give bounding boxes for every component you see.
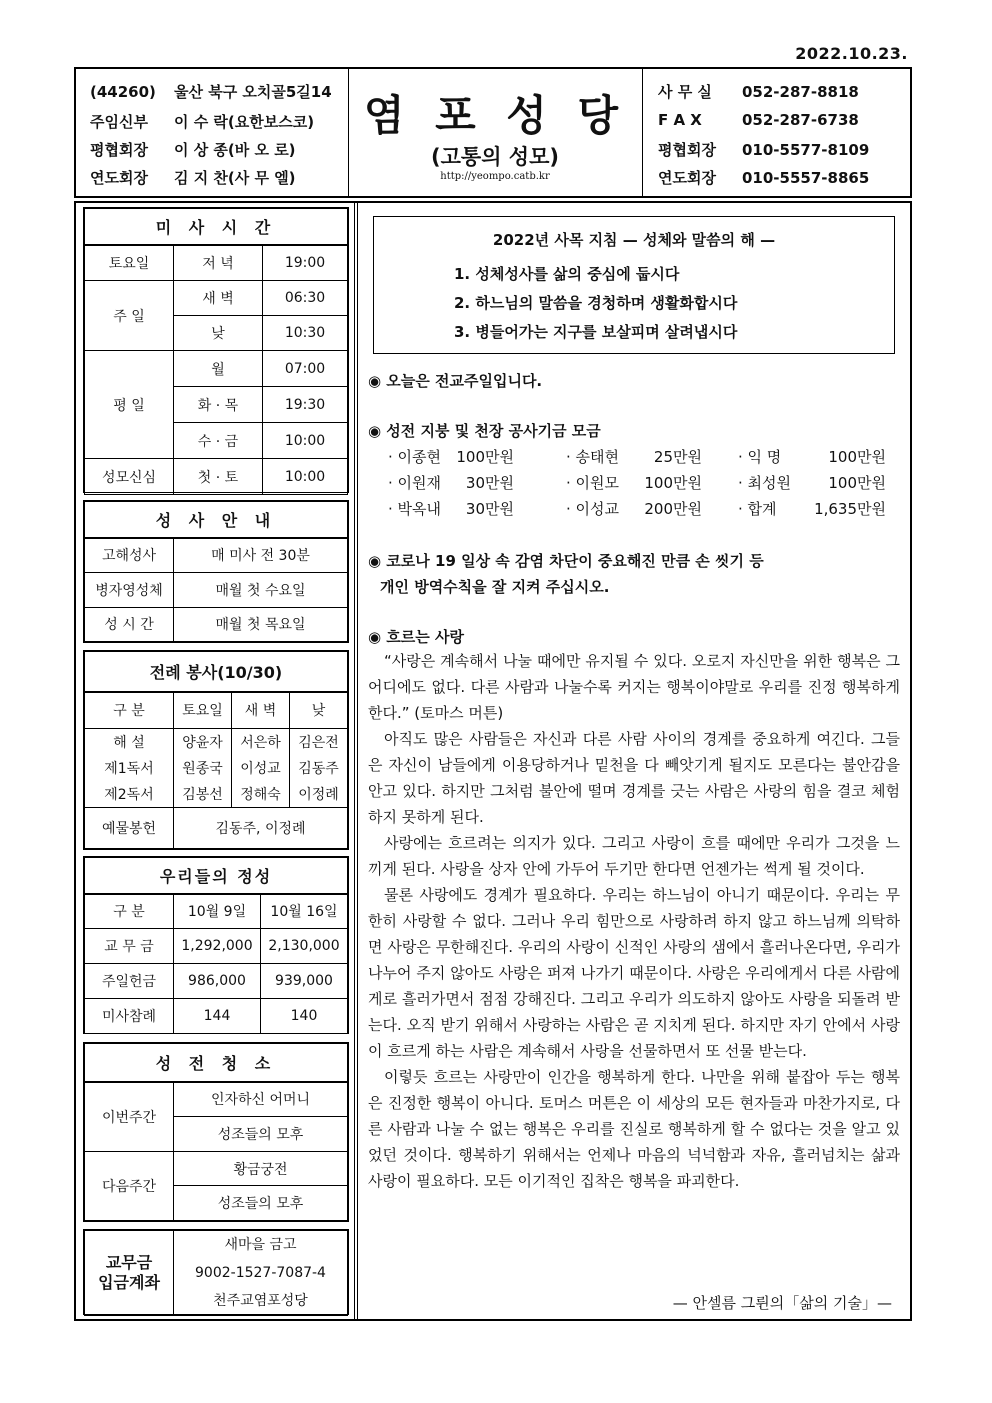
- notice-construction-fund: ◉ 성전 지붕 및 천장 공사기금 모금: [368, 422, 601, 440]
- church-name: 염 포 성 당: [363, 91, 627, 140]
- issue-date: 2022.10.23.: [795, 44, 908, 63]
- church-url[interactable]: http://yeompo.catb.kr: [440, 171, 550, 182]
- liturgy-title: 전례 봉사(10/30): [85, 652, 348, 692]
- notice-covid-line2: 개인 방역수칙을 잘 지켜 주십시오.: [380, 578, 610, 596]
- article-paragraph: 아직도 많은 사람들은 자신과 다른 사람 사이의 경계를 중요하게 여긴다. 그들은 자신이 남들에게 이용당하거나 밑천을 다 빼앗기게 될지도 모른다는 불안감을 안고 있다. 하지만 그처럼 불안에 떨며 경계를 긋는 사람은 사랑의 힘을 결코 체험하지 못하게 된다.: [368, 730, 900, 826]
- sacrament-table: 성 사 안 내 고해성사 매 미사 전 30분 병자영성체 매월 첫 수요일 성 시 간 매월 첫 목요일: [83, 500, 349, 643]
- article-title: ◉ 흐르는 사랑: [368, 628, 464, 646]
- article-body: [368, 648, 900, 1194]
- mass-times-title: 미 사 시 간: [85, 209, 348, 245]
- bulletin-header: [74, 67, 912, 198]
- office-phone: 사 무 실 052-287-8818: [658, 83, 859, 101]
- guideline-item: 2. 하느님의 말씀을 경청하며 생활화합시다: [454, 294, 738, 312]
- article-paragraph: “사랑은 계속해서 나눌 때에만 유지될 수 있다. 오로지 자신만을 위한 행복은 그 어디에도 없다. 다른 사람과 나눌수록 커지는 행복이야말로 우리를 진정 행복하게 한다.” (토마스 머튼): [368, 652, 900, 722]
- column-divider: [354, 203, 358, 1319]
- header-info: [76, 69, 349, 196]
- notice-mission-sunday: ◉ 오늘은 전교주일입니다.: [368, 372, 543, 390]
- church-subtitle: (고통의 성모): [431, 145, 559, 169]
- article-signature: — 안셀름 그륀의「삶의 기술」—: [672, 1294, 892, 1312]
- cleaning-table: 성 전 청 소 이번주간 인자하신 어머니 성조들의 모후 다음주간 황금궁전 성조들의 모후: [83, 1042, 349, 1222]
- pastor-line: 주임신부 이 수 락(요한보스코): [90, 113, 315, 131]
- guidelines-title: 2022년 사목 지침 — 성체와 말씀의 해 —: [492, 231, 776, 249]
- liturgy-service-table: 전례 봉사(10/30) 구 분 토요일 새 벽 낮 해 설 양윤자 서은하 김은전 제1독서 원종국 이성교 김동주 제2독서 김봉선 정해숙 이정례 예물봉헌 김동주, 이정례: [83, 650, 349, 850]
- bank-name: 새마을 금고: [224, 1237, 297, 1253]
- article-paragraph: 이렇듯 흐르는 사랑만이 인간을 행복하게 한다. 나만을 위해 붙잡아 두는 행복은 진정한 행복이 아니다. 토머스 머튼은 이 세상의 모든 현자들과 마찬가지로, 다른 사람과 나눌 수 없는 행복은 우리를 진실로 행복하게 할 수 없다는 것을 알고 있었던 것이다. 행복하기 위해서는 언제나 마음의 넉넉함과 자유, 흘러넘치는 삶과 사랑이 필요하다. 모든 이기적인 집착은 행복을 파괴한다.: [368, 1068, 900, 1190]
- council-phone: 평협회장 010-5577-8109: [658, 141, 870, 159]
- account-holder: 천주교염포성당: [213, 1293, 308, 1309]
- article-paragraph: 물론 사랑에도 경계가 필요하다. 우리는 하느님이 아니기 때문이다. 우리는 무한히 사랑할 수 없다. 그러나 우리 힘만으로 사랑하려 하지 않고 하느님께 의탁하면 사랑은 무한해진다. 우리의 사랑이 신적인 사랑의 샘에서 흘러나온다면, 우리가 나누어 주지 않아도 사랑은 퍼져 나가기 때문이다. 사랑은 우리에게서 다른 사람에게로 흘러가면서 점점 강해진다. 그리고 우리가 의도하지 않아도 사랑을 되돌려 받는다. 오직 받기 위해서 사랑하는 사람은 곧 지치게 된다. 하지만 자기 안에서 사랑이 흐르게 하는 사람은 계속해서 사랑을 선물하면서 또 선물 받는다.: [368, 886, 900, 1060]
- account-number: 9002-1527-7087-4: [195, 1265, 326, 1281]
- mass-times-table: 미 사 시 간 토요일 저 녁 19:00 주 일 새 벽 06:30 낮 10:30 평 일 월 07:00 화 · 목 19:30 수 · 금 10:00 성모신심 첫 · 토 10:00: [83, 207, 349, 493]
- yeondo-phone: 연도회장 010-5557-8865: [658, 169, 870, 187]
- guideline-item: 3. 병들어가는 지구를 보살피며 살려냅시다: [454, 323, 738, 341]
- article-paragraph: 사랑에는 흐르려는 의지가 있다. 그리고 사랑이 흐를 때에만 우리가 그것을 느끼게 된다. 사랑을 상자 안에 가두어 두기만 한다면 언젠가는 썩게 될 것이다.: [368, 834, 900, 878]
- pastoral-guidelines: [373, 216, 895, 354]
- yeondo-president-line: 연도회장 김 지 찬(사 무 엘): [90, 169, 296, 187]
- guideline-item: 1. 성체성사를 삶의 중심에 둡시다: [454, 265, 680, 283]
- header-contacts: [644, 69, 910, 196]
- sacrament-title: 성 사 안 내: [85, 502, 348, 538]
- notice-covid-line1: ◉ 코로나 19 일상 속 감염 차단이 중요해진 만큼 손 씻기 등: [368, 552, 764, 570]
- council-president-line: 평협회장 이 상 종(바 오 로): [90, 141, 296, 159]
- account-table: 교무금 입금계좌 새마을 금고 9002-1527-7087-4 천주교염포성당: [83, 1229, 349, 1315]
- offering-title: 우리들의 정성: [85, 858, 348, 894]
- fax-number: F A X 052-287-6738: [658, 111, 859, 129]
- cleaning-title: 성 전 청 소: [85, 1044, 348, 1082]
- address-line: (44260) 울산 북구 오치골5길14: [90, 83, 332, 101]
- offering-table: 우리들의 정성 구 분 10월 9일 10월 16일 교 무 금 1,292,000 2,130,000 주일헌금 986,000 939,000 미사참례 144 140: [83, 856, 349, 1034]
- header-title: [348, 69, 643, 196]
